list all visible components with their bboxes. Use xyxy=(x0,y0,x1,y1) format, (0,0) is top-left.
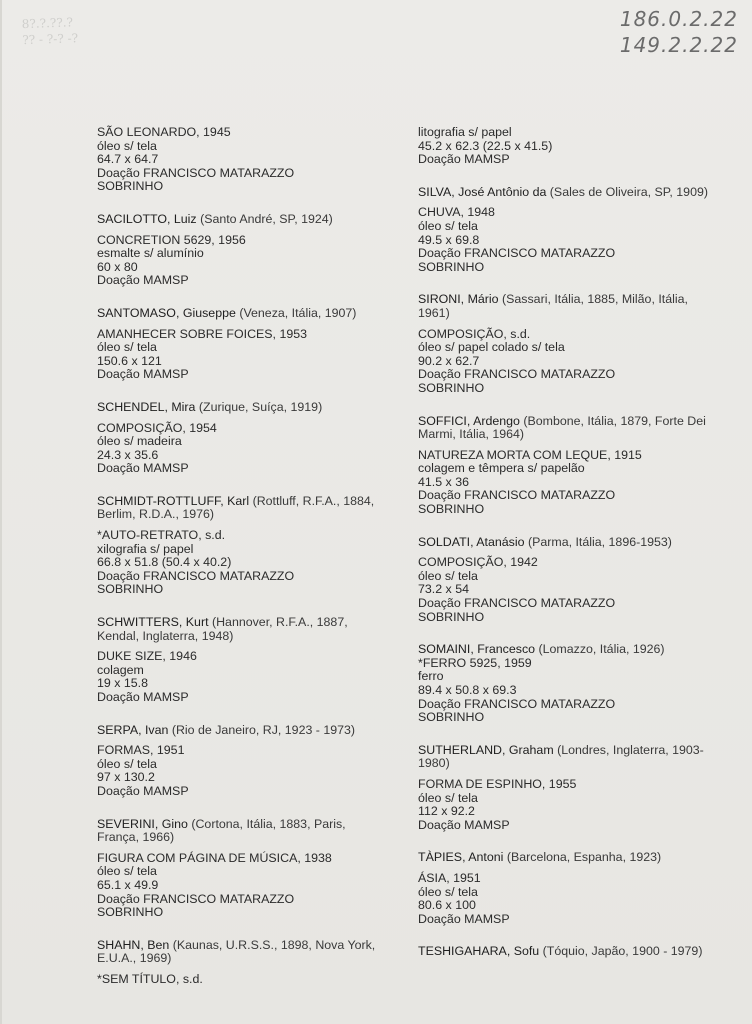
artwork-line: NATUREZA MORTA COM LEQUE, 1915 xyxy=(418,447,642,462)
artwork-line: Doação MAMSP xyxy=(97,461,189,476)
artwork-line: Doação FRANCISCO MATARAZZO xyxy=(418,246,616,261)
artist-heading xyxy=(418,945,718,959)
artwork-details xyxy=(418,206,718,274)
artwork-line: FIGURA COM PÁGINA DE MÚSICA, 1938 xyxy=(97,850,332,865)
artist-name: SERPA, Ivan xyxy=(97,722,169,737)
artwork-details xyxy=(418,872,718,926)
artwork-line: Doação FRANCISCO MATARAZZO xyxy=(97,165,295,180)
artwork-line: óleo s/ tela xyxy=(418,790,478,805)
artwork-line: óleo s/ papel colado s/ tela xyxy=(418,340,565,355)
artwork-line: Doação FRANCISCO MATARAZZO xyxy=(418,488,616,503)
artwork-line: 60 x 80 xyxy=(97,259,138,274)
artist-heading xyxy=(97,401,382,415)
artist-name: SCHENDEL, Mira xyxy=(97,399,196,414)
artist-heading xyxy=(418,744,718,771)
artist-bio: (Hannover, R.F.A., 1887, Kendal, Inglaterra, 1948) xyxy=(97,615,348,643)
catalog-entry xyxy=(97,616,382,705)
artwork-line: esmalte s/ alumínio xyxy=(97,246,204,261)
artwork-line: AMANHECER SOBRE FOICES, 1953 xyxy=(97,326,308,341)
artist-heading xyxy=(418,186,718,200)
artwork-line: óleo s/ tela xyxy=(97,340,157,355)
artist-heading xyxy=(418,293,718,320)
faded-stamp-line: 8?.?.??.? xyxy=(21,15,74,32)
catalog-entry xyxy=(418,744,718,833)
artwork-line: 90.2 x 62.7 xyxy=(418,353,480,368)
artwork-line: Doação MAMSP xyxy=(97,367,189,382)
artist-heading xyxy=(97,616,382,643)
artist-bio: (Sales de Oliveira, SP, 1909) xyxy=(546,184,708,199)
handwritten-line: 149.2.2.22 xyxy=(619,33,738,57)
artist-name: TÀPIES, Antoni xyxy=(418,850,504,865)
catalog-entry xyxy=(418,945,718,959)
artwork-line: 66.8 x 51.8 (50.4 x 40.2) xyxy=(97,555,232,570)
artist-heading xyxy=(97,213,382,227)
artwork-line: Doação FRANCISCO MATARAZZO xyxy=(97,891,295,906)
artwork-line: SOBRINHO xyxy=(97,179,164,194)
artwork-line: 89.4 x 50.8 x 69.3 xyxy=(418,683,517,697)
artist-name: SIRONI, Mário xyxy=(418,292,499,307)
right-column xyxy=(418,126,718,978)
artwork-line: Doação FRANCISCO MATARAZZO xyxy=(418,696,616,711)
artwork-line: CONCRETION 5629, 1956 xyxy=(97,232,246,247)
artwork-line: óleo s/ tela xyxy=(418,218,478,233)
artist-name: SILVA, José Antônio da xyxy=(418,184,547,199)
artwork-line: 64.7 x 64.7 xyxy=(97,152,159,167)
catalog-entry xyxy=(418,643,718,725)
artwork-line: DUKE SIZE, 1946 xyxy=(97,649,197,664)
artwork-line: SOBRINHO xyxy=(418,502,485,517)
catalog-entry xyxy=(97,939,382,987)
artwork-line: Doação MAMSP xyxy=(418,152,510,167)
artist-heading xyxy=(97,818,382,845)
artwork-line: óleo s/ tela xyxy=(97,138,157,153)
artist-bio: (Tóquio, Japão, 1900 - 1979) xyxy=(539,944,703,959)
artist-bio: (Rio de Janeiro, RJ, 1923 - 1973) xyxy=(168,722,356,737)
artist-heading xyxy=(418,851,718,865)
catalog-entry xyxy=(97,213,382,288)
artist-heading xyxy=(97,495,382,522)
artwork-line: colagem xyxy=(97,662,144,677)
artist-name: SOFFICI, Ardengo xyxy=(418,413,520,428)
artist-heading xyxy=(418,415,718,442)
handwritten-line: 186.0.2.22 xyxy=(619,7,738,31)
catalog-entry xyxy=(97,724,382,799)
catalog-entry xyxy=(97,126,382,194)
artist-bio: (Sassari, Itália, 1885, Milão, Itália, 1961) xyxy=(418,292,688,320)
artwork-details xyxy=(97,234,382,288)
artist-name: SCHMIDT-ROTTLUFF, Karl xyxy=(97,493,250,508)
artist-bio: (Bombone, Itália, 1879, Forte Dei Marmi, Itália, 1964) xyxy=(418,413,706,442)
catalog-entry xyxy=(418,186,718,275)
artist-heading xyxy=(418,536,718,550)
catalog-entry xyxy=(418,536,718,625)
artist-name: SEVERINI, Gino xyxy=(97,816,188,831)
artist-heading xyxy=(97,724,382,738)
artwork-line: óleo s/ tela xyxy=(97,756,157,771)
artist-heading xyxy=(418,643,718,657)
artwork-line: 19 x 15.8 xyxy=(97,676,148,691)
artwork-line: 45.2 x 62.3 (22.5 x 41.5) xyxy=(418,138,553,153)
artwork-line: FORMAS, 1951 xyxy=(97,743,185,758)
artist-bio: (Rottluff, R.F.A., 1884, Berlim, R.D.A., 1976) xyxy=(97,493,375,522)
artwork-details xyxy=(97,529,382,597)
artwork-line: SOBRINHO xyxy=(418,710,485,725)
artist-name: TESHIGAHARA, Sofu xyxy=(418,944,540,959)
artwork-details xyxy=(418,328,718,396)
artwork-line: Doação MAMSP xyxy=(97,273,189,288)
artist-bio: (Veneza, Itália, 1907) xyxy=(235,305,357,320)
artwork-line: 150.6 x 121 xyxy=(97,353,162,368)
artwork-line: *AUTO-RETRATO, s.d. xyxy=(97,528,226,543)
catalog-entry xyxy=(97,307,382,382)
artist-heading xyxy=(97,939,382,966)
artwork-line: Doação MAMSP xyxy=(418,817,510,832)
artwork-line: SOBRINHO xyxy=(97,582,164,597)
artwork-details xyxy=(97,852,382,920)
artwork-line: SOBRINHO xyxy=(418,380,485,395)
artwork-line: *SEM TÍTULO, s.d. xyxy=(97,971,203,986)
artist-name: SHAHN, Ben xyxy=(97,937,170,952)
artwork-line: óleo s/ tela xyxy=(97,864,157,879)
artwork-line: 41.5 x 36 xyxy=(418,474,469,489)
handwritten-reference xyxy=(588,6,738,58)
artwork-line: 24.3 x 35.6 xyxy=(97,447,159,462)
artwork-details xyxy=(418,449,718,517)
artist-bio: (Lomazzo, Itália, 1926) xyxy=(535,642,665,657)
artwork-line: Doação MAMSP xyxy=(418,911,510,926)
artist-bio: (Kaunas, U.R.S.S., 1898, Nova York, E.U.A., 1969) xyxy=(97,937,376,966)
artwork-line: CHUVA, 1948 xyxy=(418,205,495,220)
artist-bio: (Barcelona, Espanha, 1923) xyxy=(503,850,662,865)
artwork-line: óleo s/ tela xyxy=(418,884,478,899)
artwork-line: óleo s/ tela xyxy=(418,568,478,583)
artwork-line: Doação MAMSP xyxy=(97,690,189,704)
artwork-line: Doação FRANCISCO MATARAZZO xyxy=(97,568,295,583)
artwork-line: Doação MAMSP xyxy=(97,783,189,798)
catalog-entry xyxy=(418,126,718,167)
artist-bio: (Zurique, Suíça, 1919) xyxy=(195,399,323,414)
artwork-details xyxy=(97,744,382,798)
artwork-details xyxy=(97,422,382,476)
artist-bio: (Londres, Inglaterra, 1903-1980) xyxy=(418,742,704,771)
artwork-details xyxy=(97,126,382,194)
artist-heading xyxy=(97,307,382,321)
left-column xyxy=(97,126,382,1006)
artwork-line: SOBRINHO xyxy=(97,905,164,920)
catalog-entry xyxy=(418,415,718,517)
catalog-entry xyxy=(97,818,382,920)
artwork-line: 112 x 92.2 xyxy=(418,804,475,819)
artwork-line: óleo s/ madeira xyxy=(97,434,182,449)
artist-name: SACILOTTO, Luiz xyxy=(97,211,197,226)
artwork-details xyxy=(97,328,382,382)
artist-name: SOMAINI, Francesco xyxy=(418,642,536,657)
artist-name: SCHWITTERS, Kurt xyxy=(97,615,209,630)
artist-name: SOLDATI, Atanásio xyxy=(418,534,525,549)
faded-stamp xyxy=(21,12,142,48)
artwork-line: 65.1 x 49.9 xyxy=(97,877,159,892)
artwork-line: SOBRINHO xyxy=(418,609,485,624)
catalog-entry xyxy=(97,495,382,597)
artwork-line: COMPOSIÇÃO, s.d. xyxy=(418,326,531,341)
artwork-details xyxy=(97,973,382,987)
artist-bio: (Cortona, Itália, 1883, Paris, França, 1966) xyxy=(97,816,346,845)
artwork-line: colagem e têmpera s/ papelão xyxy=(418,461,585,476)
artwork-line: SOBRINHO xyxy=(418,259,485,274)
artist-bio: (Parma, Itália, 1896-1953) xyxy=(524,534,672,549)
artwork-details xyxy=(418,556,718,624)
catalog-entry xyxy=(97,401,382,476)
faded-stamp-line: ?? - ?-? -? xyxy=(22,31,79,48)
artwork-line: xilografia s/ papel xyxy=(97,541,194,556)
artwork-line: COMPOSIÇÃO, 1942 xyxy=(418,555,538,570)
artwork-line: COMPOSIÇÃO, 1954 xyxy=(97,420,217,435)
artwork-line: 97 x 130.2 xyxy=(97,770,155,785)
catalog-entry xyxy=(418,293,718,395)
artwork-line: litografia s/ papel xyxy=(418,125,512,139)
artwork-line: 73.2 x 54 xyxy=(418,582,469,597)
artwork-details xyxy=(418,657,718,725)
artwork-line: ÁSIA, 1951 xyxy=(418,870,481,885)
artwork-line: ferro xyxy=(418,669,444,684)
catalog-entry xyxy=(418,851,718,926)
artwork-line: SÃO LEONARDO, 1945 xyxy=(97,125,231,139)
artwork-line: *FERRO 5925, 1959 xyxy=(418,655,532,670)
artist-bio: (Santo André, SP, 1924) xyxy=(196,211,333,226)
artwork-details xyxy=(97,650,382,704)
artist-name: SUTHERLAND, Graham xyxy=(418,742,554,757)
artwork-line: 49.5 x 69.8 xyxy=(418,232,480,247)
artwork-details xyxy=(418,778,718,832)
artwork-line: Doação FRANCISCO MATARAZZO xyxy=(418,367,616,382)
artwork-details xyxy=(418,126,718,167)
artwork-line: 80.6 x 100 xyxy=(418,898,476,913)
artwork-line: Doação FRANCISCO MATARAZZO xyxy=(418,596,616,611)
artist-name: SANTOMASO, Giuseppe xyxy=(97,305,236,320)
artwork-line: FORMA DE ESPINHO, 1955 xyxy=(418,776,577,791)
